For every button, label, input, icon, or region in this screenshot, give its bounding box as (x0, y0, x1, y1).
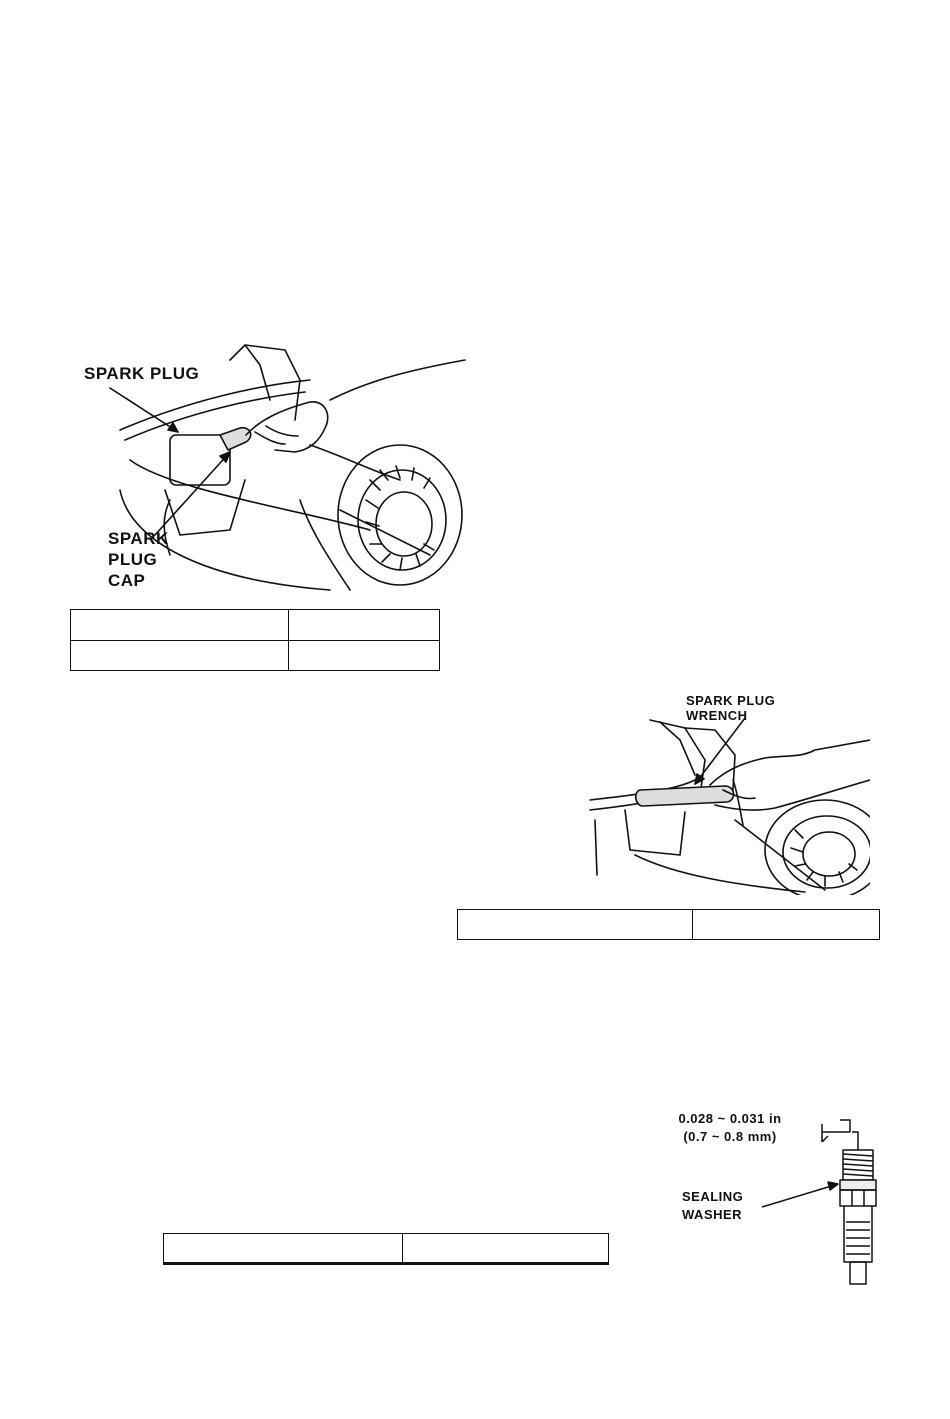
table-2-cell (693, 910, 880, 940)
label-spark-plug-wrench (686, 693, 775, 723)
label-sealing-washer (682, 1188, 743, 1224)
label-spark-plug-cap-line2: PLUG (108, 550, 158, 569)
spark-plug-illustration (740, 1112, 880, 1292)
table-1-cell (289, 610, 440, 641)
table-3-cell (403, 1234, 609, 1264)
figure-spark-plug-gap (740, 1112, 880, 1292)
label-wrench-line2: WRENCH (686, 708, 748, 723)
table-1-row (71, 610, 440, 641)
table-1-cell (71, 610, 289, 641)
table-1 (70, 609, 440, 671)
label-washer: WASHER (682, 1207, 743, 1222)
table-2-row (458, 910, 880, 940)
table-1-row (71, 640, 440, 671)
table-3-cell (164, 1234, 403, 1264)
table-1-cell (71, 640, 289, 671)
table-2-cell (458, 910, 693, 940)
label-spark-plug-cap (108, 528, 169, 591)
label-gap-inches: 0.028 ~ 0.031 in (678, 1111, 782, 1126)
label-sealing: SEALING (682, 1189, 744, 1204)
table-3-row (164, 1234, 609, 1264)
table-2 (457, 909, 880, 940)
label-spark-plug: SPARK PLUG (84, 364, 200, 383)
table-1-cell (289, 640, 440, 671)
wrench-hand-illustration (585, 700, 870, 895)
label-gap-millimetres: (0.7 ~ 0.8 mm) (683, 1129, 777, 1144)
label-wrench-line1: SPARK PLUG (686, 693, 776, 708)
figure-spark-plug-wrench (585, 700, 870, 895)
table-3 (163, 1233, 609, 1265)
label-spark-plug-cap-line3: CAP (108, 571, 146, 590)
label-spark-plug-cap-line1: SPARK (108, 529, 169, 548)
